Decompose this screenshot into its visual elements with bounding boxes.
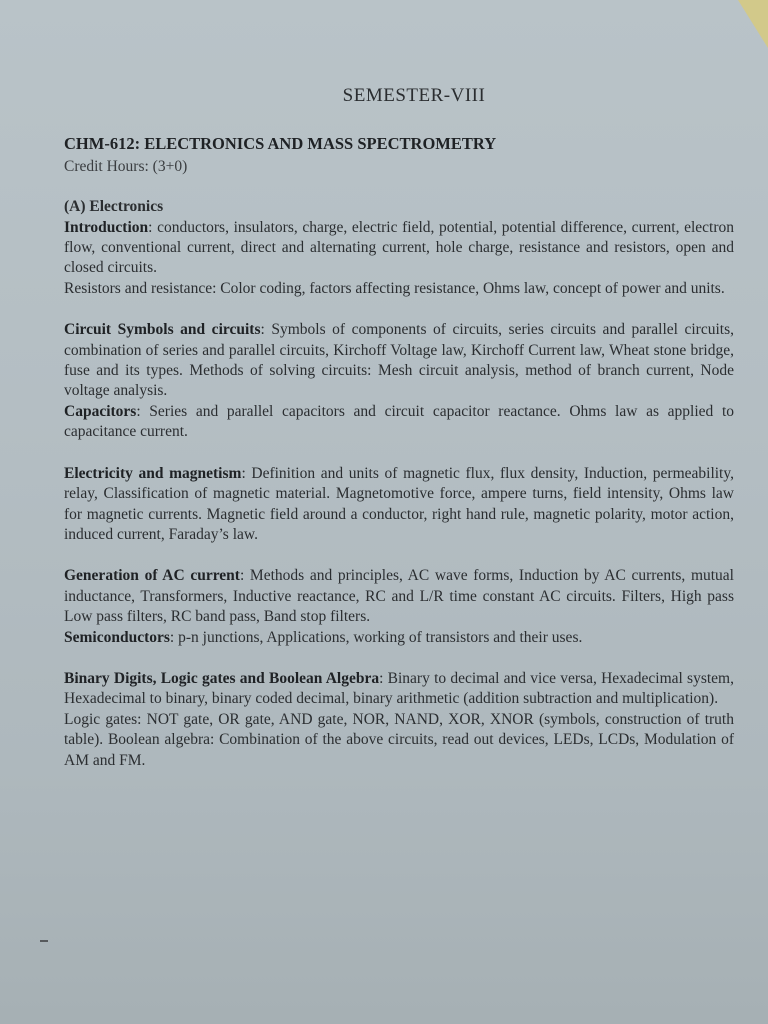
paragraph-text: : Binary to decimal and vice versa, Hexadecimal system, Hexadecimal to binary, binary coded decimal, binary arithmetic (addition subtraction and multiplication). bbox=[64, 669, 734, 708]
paragraph-heading: Introduction bbox=[64, 218, 149, 236]
spacer bbox=[64, 545, 734, 566]
paragraph-capacitors bbox=[64, 402, 734, 443]
paragraph-text: : Definition and units of magnetic flux, flux density, Induction, permeability, relay, Classification of magnetic material. Magnetomotive force, ampere turns, field intensity, Ohms law for magnetic currents. Magnetic field around a conductor, right hand rule, magnetic polarity, motor action, induced current, Faraday’s law. bbox=[64, 464, 734, 543]
syllabus-content bbox=[64, 86, 734, 771]
paragraph-resistors bbox=[64, 279, 734, 299]
paragraph-heading: Binary Digits, Logic gates and Boolean Algebra bbox=[64, 669, 380, 687]
semester-heading: SEMESTER-VIII bbox=[342, 85, 486, 106]
paragraph-heading: Semiconductors bbox=[64, 628, 170, 646]
paragraph-text: : Series and parallel capacitors and circuit capacitor reactance. Ohms law as applied to capacitance current. bbox=[64, 402, 734, 441]
paragraph-text: : conductors, insulators, charge, electric field, potential, potential difference, current, electron flow, conventional current, direct and alternating current, hole charge, resistance and resistors, open and closed circuits. bbox=[64, 218, 734, 277]
paragraph-circuit-symbols bbox=[64, 320, 734, 402]
paragraph-heading: Circuit Symbols and circuits bbox=[64, 321, 261, 339]
paragraph-text: Resistors and resistance: Color coding, factors affecting resistance, Ohms law, concept of power and units. bbox=[64, 279, 725, 297]
page-corner bbox=[738, 0, 768, 48]
paragraph-heading: Generation of AC current bbox=[64, 567, 240, 585]
spacer bbox=[64, 443, 734, 464]
paragraph-semiconductors bbox=[64, 628, 734, 648]
paragraph-binary-digits bbox=[64, 669, 734, 710]
paragraph-text: : p-n junctions, Applications, working of transistors and their uses. bbox=[169, 628, 583, 646]
course-title: CHM-612: ELECTRONICS AND MASS SPECTROMETRY bbox=[64, 134, 497, 154]
paragraph-heading: Capacitors bbox=[64, 402, 137, 420]
paragraph-text: : Symbols of components of circuits, series circuits and parallel circuits, combination of series and parallel circuits, Kirchoff Voltage law, Kirchoff Current law, Wheat stone bridge, fuse and its types. Methods of solving circuits: Mesh circuit analysis, method of branch current, Node voltage analysis. bbox=[64, 321, 734, 400]
paragraph-text: : Methods and principles, AC wave forms, Induction by AC currents, mutual inductance, Transformers, Inductive reactance, RC and L/R time constant AC circuits. Filters, High pass Low pass filters, RC band pass, Band stop filters. bbox=[64, 567, 734, 626]
section-heading: (A) Electronics bbox=[64, 198, 164, 216]
paragraph-heading: Electricity and magnetism bbox=[64, 464, 242, 482]
spacer bbox=[64, 648, 734, 669]
paragraph-ac-current bbox=[64, 566, 734, 627]
spacer bbox=[64, 299, 734, 320]
paragraph-text: Logic gates: NOT gate, OR gate, AND gate, NOR, NAND, XOR, XNOR (symbols, construction of truth table). Boolean algebra: Combination of the above circuits, read out devices, LEDs, LCDs, Modulation of AM and FM. bbox=[64, 710, 734, 769]
credit-hours: Credit Hours: (3+0) bbox=[64, 157, 188, 175]
margin-mark bbox=[40, 940, 48, 942]
paragraph-introduction bbox=[64, 218, 734, 279]
paragraph-logic-gates bbox=[64, 710, 734, 771]
paragraph-electricity-magnetism bbox=[64, 464, 734, 546]
